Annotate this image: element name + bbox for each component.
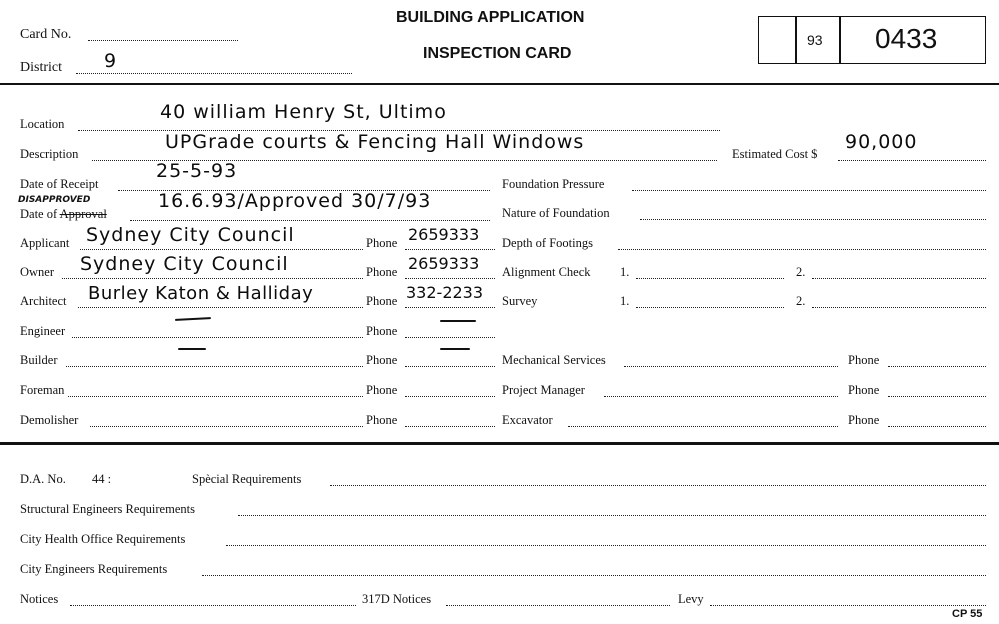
city-engineers-field[interactable] (202, 575, 986, 576)
mechanical-services-field[interactable] (624, 366, 838, 367)
district-label: District (20, 60, 62, 75)
district-field[interactable] (76, 73, 352, 74)
location-label: Location (20, 117, 65, 131)
notices-field[interactable] (70, 605, 356, 606)
section-divider (0, 442, 999, 445)
card-no-label: Card No. (20, 27, 72, 42)
notices-label: Notices (20, 592, 59, 606)
alignment-check-1-label: 1. (620, 265, 630, 279)
estimated-cost-value: 90,000 (845, 131, 918, 153)
city-engineers-label: City Engineers Requirements (20, 562, 168, 576)
special-requirements-field[interactable] (330, 485, 986, 486)
survey-label: Survey (502, 294, 538, 308)
project-manager-phone-field[interactable] (888, 396, 986, 397)
excavator-field[interactable] (568, 426, 838, 427)
disapproved-stamp: DISAPPROVED (18, 195, 91, 205)
owner-phone-label: Phone (366, 265, 398, 279)
alignment-check-1-field[interactable] (636, 278, 784, 279)
form-title-line2: INSPECTION CARD (423, 45, 572, 62)
estimated-cost-label: Estimated Cost $ (732, 147, 818, 161)
foreman-field[interactable] (68, 396, 363, 397)
applicant-phone-field[interactable] (405, 249, 495, 250)
owner-value: Sydney City Council (80, 253, 289, 275)
estimated-cost-field[interactable] (838, 160, 986, 161)
applicant-phone-label: Phone (366, 236, 398, 250)
date-of-approval-value: 16.6.93/Approved 30/7/93 (158, 190, 432, 212)
architect-phone-value: 332-2233 (406, 283, 484, 302)
engineer-phone-field[interactable] (405, 337, 495, 338)
builder-dash-mark (178, 348, 206, 350)
applicant-label: Applicant (20, 236, 70, 250)
project-manager-phone-label: Phone (848, 383, 880, 397)
nature-of-foundation-label: Nature of Foundation (502, 206, 610, 220)
notices-317d-field[interactable] (446, 605, 670, 606)
foreman-label: Foreman (20, 383, 65, 397)
builder-phone-dash-mark (440, 348, 470, 350)
engineer-phone-label: Phone (366, 324, 398, 338)
survey-2-field[interactable] (812, 307, 986, 308)
survey-1-label: 1. (620, 294, 630, 308)
engineer-field[interactable] (72, 337, 363, 338)
project-manager-field[interactable] (604, 396, 838, 397)
architect-phone-field[interactable] (405, 307, 495, 308)
excavator-phone-label: Phone (848, 413, 880, 427)
mechanical-services-phone-field[interactable] (888, 366, 986, 367)
levy-label: Levy (678, 592, 704, 606)
da-no-value: 44 : (92, 472, 112, 486)
owner-field[interactable] (62, 278, 363, 279)
foreman-phone-label: Phone (366, 383, 398, 397)
survey-1-field[interactable] (636, 307, 784, 308)
demolisher-field[interactable] (90, 426, 363, 427)
special-requirements-label: Spècial Requirements (192, 472, 302, 486)
alignment-check-label: Alignment Check (502, 265, 591, 279)
nature-of-foundation-field[interactable] (640, 219, 986, 220)
survey-2-label: 2. (796, 294, 806, 308)
builder-phone-field[interactable] (405, 366, 495, 367)
district-value: 9 (104, 50, 118, 72)
applicant-phone-value: 2659333 (408, 225, 480, 244)
excavator-phone-field[interactable] (888, 426, 986, 427)
architect-label: Architect (20, 294, 67, 308)
foundation-pressure-field[interactable] (632, 190, 986, 191)
applicant-value: Sydney City Council (86, 224, 295, 246)
applicant-field[interactable] (80, 249, 363, 250)
demolisher-phone-label: Phone (366, 413, 398, 427)
da-no-label: D.A. No. (20, 472, 66, 486)
architect-phone-label: Phone (366, 294, 398, 308)
city-health-label: City Health Office Requirements (20, 532, 186, 546)
mechanical-services-label: Mechanical Services (502, 353, 606, 367)
description-value: UPGrade courts & Fencing Hall Windows (165, 131, 585, 153)
description-label: Description (20, 147, 79, 161)
card-number: 0433 (875, 23, 938, 54)
owner-phone-value: 2659333 (408, 254, 480, 273)
header-divider (0, 83, 999, 85)
mechanical-services-phone-label: Phone (848, 353, 880, 367)
builder-phone-label: Phone (366, 353, 398, 367)
builder-label: Builder (20, 353, 58, 367)
structural-engineers-label: Structural Engineers Requirements (20, 502, 195, 516)
foreman-phone-field[interactable] (405, 396, 495, 397)
structural-engineers-field[interactable] (238, 515, 986, 516)
excavator-label: Excavator (502, 413, 553, 427)
city-health-field[interactable] (226, 545, 986, 546)
foundation-pressure-label: Foundation Pressure (502, 177, 605, 191)
card-number-box (758, 16, 986, 64)
engineer-dash-mark (175, 317, 211, 321)
year-code: 93 (807, 32, 823, 48)
architect-field[interactable] (78, 307, 363, 308)
owner-phone-field[interactable] (405, 278, 495, 279)
demolisher-label: Demolisher (20, 413, 79, 427)
demolisher-phone-field[interactable] (405, 426, 495, 427)
levy-field[interactable] (710, 605, 986, 606)
date-of-approval-field[interactable] (130, 220, 490, 221)
engineer-label: Engineer (20, 324, 66, 338)
form-code: CP 55 (952, 608, 983, 620)
alignment-check-2-field[interactable] (812, 278, 986, 279)
depth-of-footings-label: Depth of Footings (502, 236, 593, 250)
architect-value: Burley Katon & Halliday (88, 283, 314, 304)
builder-field[interactable] (66, 366, 363, 367)
date-of-receipt-value: 25-5-93 (156, 160, 238, 182)
date-of-approval-label: Date of Approval (20, 207, 107, 221)
engineer-phone-dash-mark (440, 320, 476, 322)
depth-of-footings-field[interactable] (618, 249, 986, 250)
form-title-line1: BUILDING APPLICATION (396, 9, 585, 26)
alignment-check-2-label: 2. (796, 265, 806, 279)
date-of-receipt-label: Date of Receipt (20, 177, 99, 191)
card-no-field[interactable] (88, 40, 238, 41)
project-manager-label: Project Manager (502, 383, 585, 397)
location-value: 40 william Henry St, Ultimo (160, 101, 447, 123)
notices-317d-label: 317D Notices (362, 592, 432, 606)
owner-label: Owner (20, 265, 55, 279)
